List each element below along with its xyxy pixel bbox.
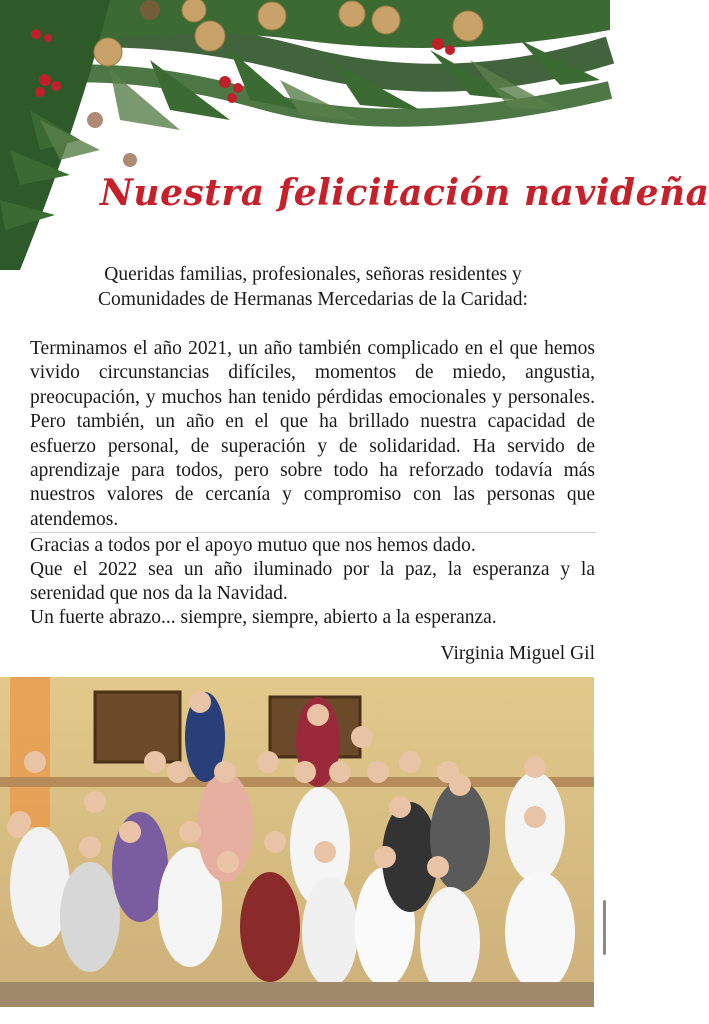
christmas-garland-icon xyxy=(0,0,709,280)
scrollbar[interactable] xyxy=(603,900,606,955)
group-photo-illustration xyxy=(0,677,594,1007)
page-title: Nuestra felicitación navideña xyxy=(100,172,709,214)
letter-closing xyxy=(30,534,595,630)
closing-wish: Que el 2022 sea un año iluminado por la paz, la esperanza y la serenidad que nos da la Navidad. xyxy=(30,559,595,604)
closing-thanks: Gracias a todos por el apoyo mutuo que nos hemos dado. xyxy=(30,535,476,556)
signature: Virginia Miguel Gil xyxy=(440,643,595,664)
group-photo xyxy=(0,677,594,1007)
salutation xyxy=(30,262,596,312)
divider xyxy=(30,532,596,533)
salutation-line: Queridas familias, profesionales, señoras residentes y xyxy=(104,264,522,285)
letter-body xyxy=(30,337,595,532)
closing-hug: Un fuerte abrazo... siempre, siempre, abierto a la esperanza. xyxy=(30,607,497,628)
letter-paragraph: Terminamos el año 2021, un año también complicado en el que hemos vivido circunstancias difíciles, momentos de miedo, angustia, preocupación, y muchos han tenido pérdidas emocionales y personales. Pero también, un año en el que ha brillado nuestra capacidad de esfuerzo personal, de superación y de solidaridad. Ha servido de aprendizaje para todos, pero sobre todo ha reforzado todavía más nuestros valores de cercanía y compromiso con las personas que atendemos. xyxy=(30,338,595,530)
salutation-line: Comunidades de Hermanas Mercedarias de la Caridad: xyxy=(98,289,528,310)
